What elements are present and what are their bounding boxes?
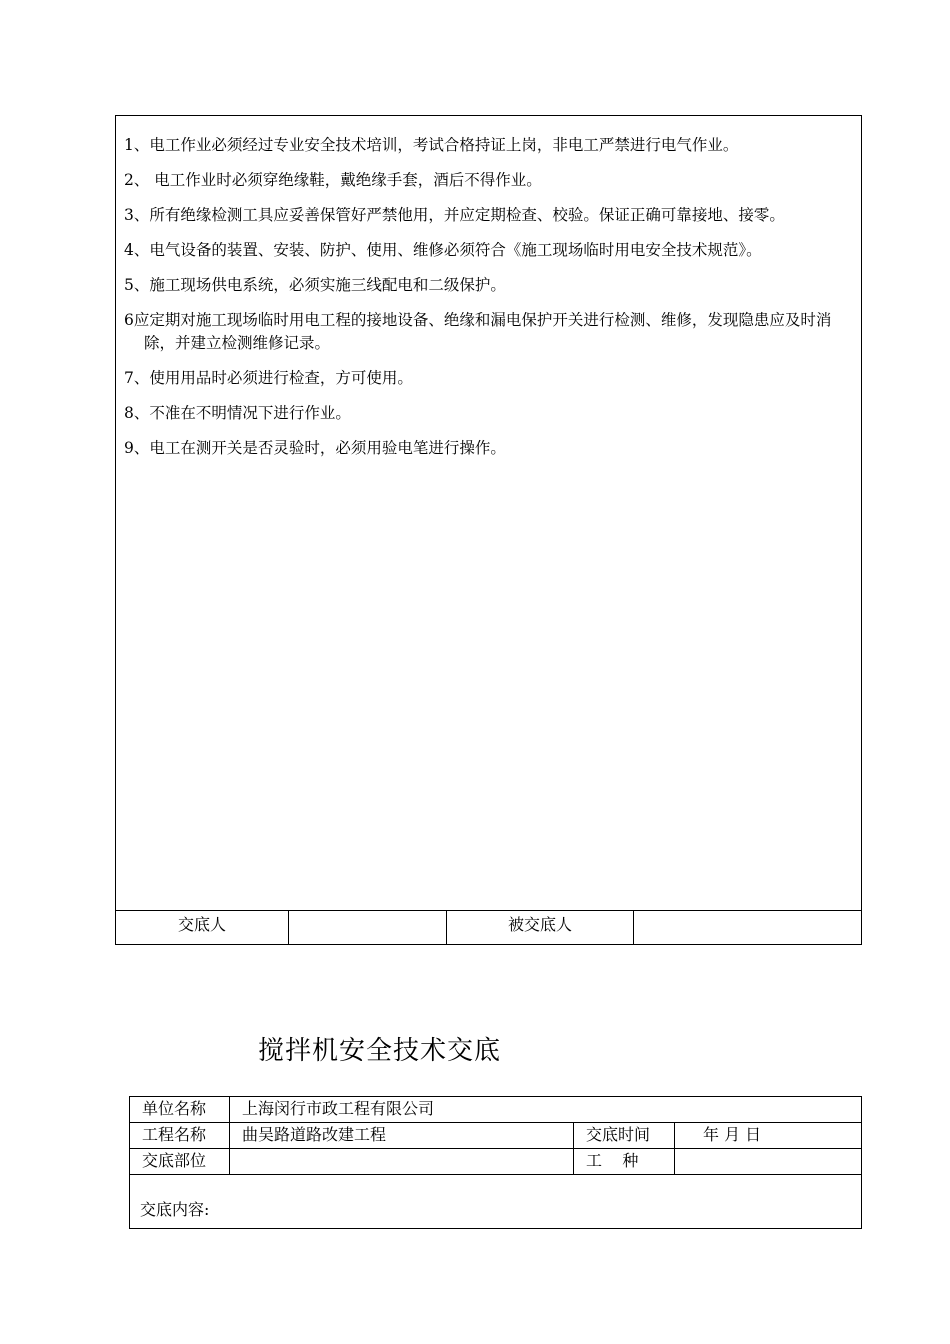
disclosure-info-table	[129, 1096, 862, 1229]
table-row	[130, 1097, 861, 1123]
part-value[interactable]	[230, 1149, 574, 1174]
table-row	[130, 1123, 861, 1149]
trade-value[interactable]	[675, 1149, 861, 1174]
unit-label: 单位名称	[130, 1097, 230, 1122]
safety-disclosure-box	[115, 115, 862, 945]
discloser-field[interactable]	[289, 911, 447, 944]
instruction-item: 5、施工现场供电系统，必须实施三线配电和二级保护。	[124, 276, 506, 294]
instruction-item: 7、使用用品时必须进行检查，方可使用。	[124, 369, 413, 387]
document-title: 搅拌机安全技术交底	[258, 1036, 502, 1066]
instruction-item: 6应定期对施工现场临时用电工程的接地设备、绝缘和漏电保护开关进行检测、维修，发现隐患应及时消除，并建立检测维修记录。	[124, 311, 832, 352]
project-value: 曲吴路道路改建工程	[230, 1123, 574, 1148]
instruction-list	[124, 134, 854, 472]
project-label: 工程名称	[130, 1123, 230, 1148]
content-label: 交底内容:	[140, 1200, 210, 1219]
recipient-field[interactable]	[634, 911, 861, 944]
part-label: 交底部位	[130, 1149, 230, 1174]
instruction-item: 1、电工作业必须经过专业安全技术培训，考试合格持证上岗，非电工严禁进行电气作业。	[124, 136, 739, 154]
instruction-item: 4、电气设备的装置、安装、防护、使用、维修必须符合《施工现场临时用电安全技术规范》。	[124, 241, 762, 259]
trade-label: 工 种	[574, 1149, 675, 1174]
date-label: 交底时间	[574, 1123, 675, 1148]
signature-row	[116, 910, 861, 944]
instruction-item: 9、电工在测开关是否灵验时，必须用验电笔进行操作。	[124, 439, 506, 457]
instruction-item: 3、所有绝缘检测工具应妥善保管好严禁他用，并应定期检查、校验。保证正确可靠接地、接零。	[124, 206, 785, 224]
unit-value: 上海闵行市政工程有限公司	[242, 1099, 435, 1118]
instruction-item: 2、 电工作业时必须穿绝缘鞋，戴绝缘手套，酒后不得作业。	[124, 171, 542, 189]
date-value[interactable]: 年 月 日	[703, 1125, 762, 1144]
instruction-item: 8、不准在不明情况下进行作业。	[124, 404, 351, 422]
recipient-label: 被交底人	[447, 911, 634, 944]
table-row	[130, 1149, 861, 1175]
discloser-label: 交底人	[116, 911, 289, 944]
